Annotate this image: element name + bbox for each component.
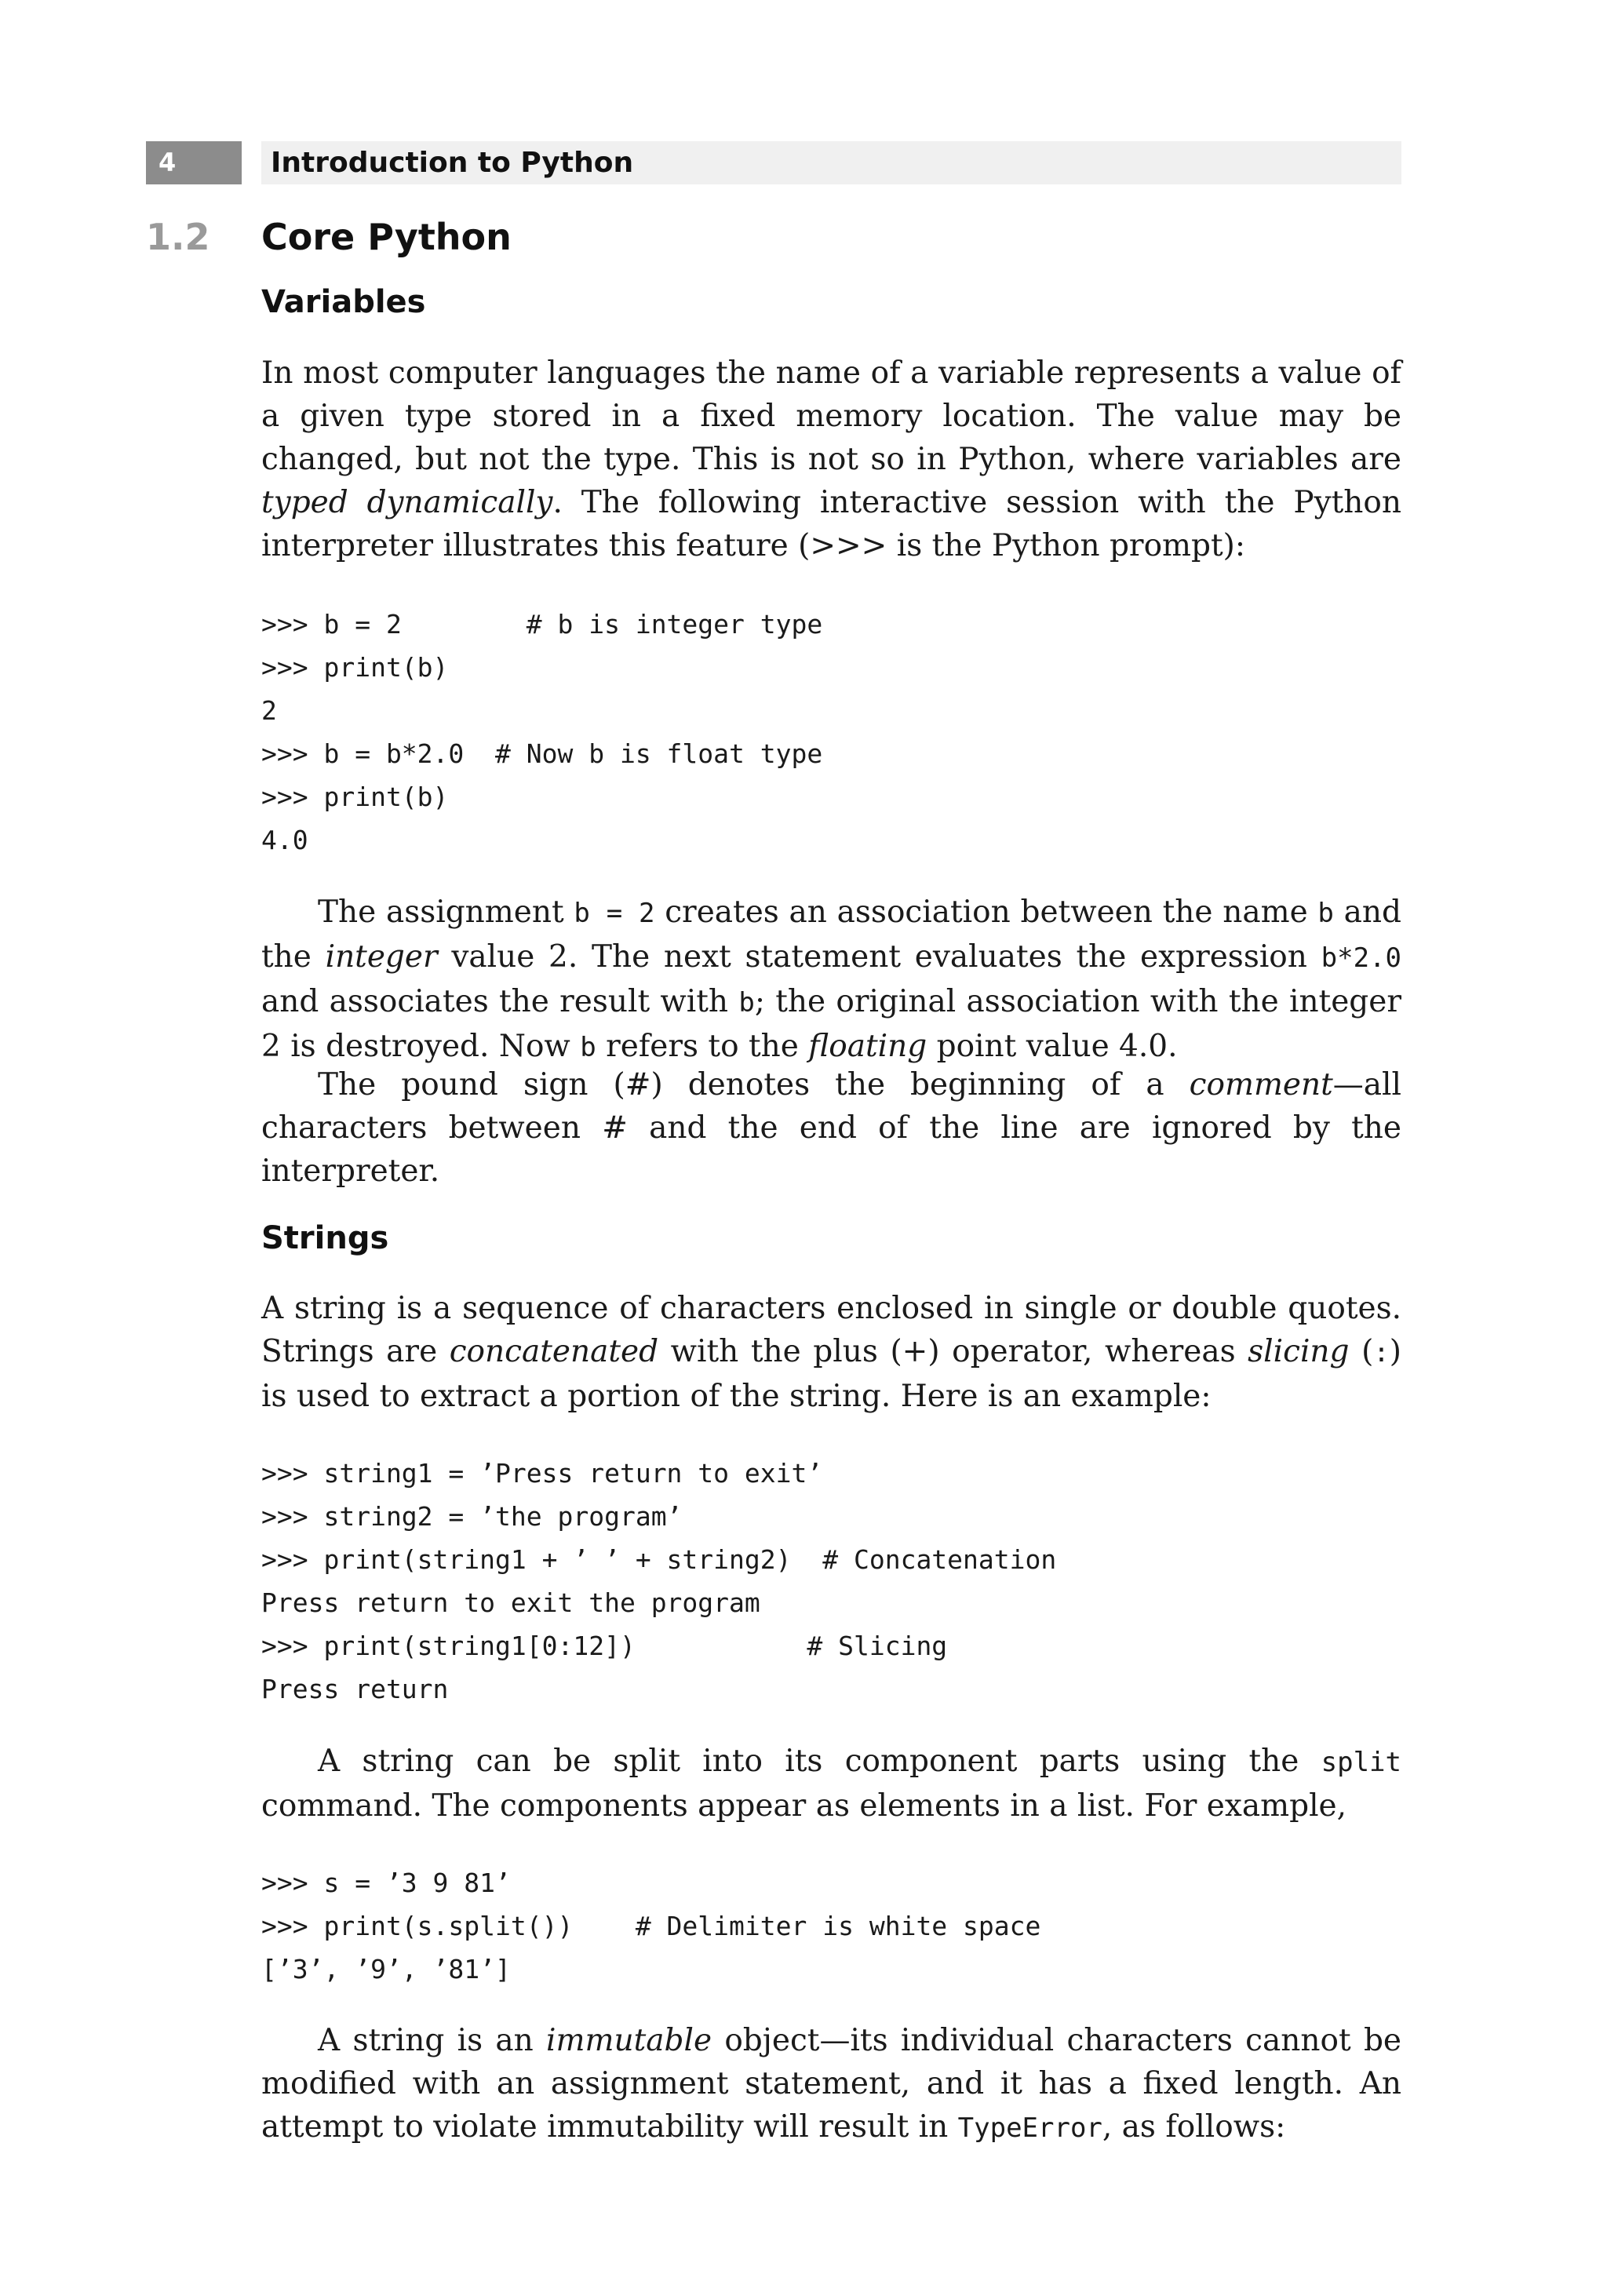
- strings-paragraph-1: A string is a sequence of characters enclosed in single or double quotes. Strings are concatenated with the plus (+) operator, whereas slicing (:) is used to extract a portion of the string. Here is an example:: [261, 1291, 1401, 1414]
- code-block-variables: >>> b = 2 # b is integer type >>> print(b) 2 >>> b = b*2.0 # Now b is float type >>> print(b) 4.0: [261, 609, 823, 855]
- subheading-strings: Strings: [261, 1220, 389, 1256]
- variables-paragraph-1: In most computer languages the name of a variable represents a value of a given type stored in a fixed memory location. The value may be changed, but not the type. This is not so in Python, where variables are typed dynamically. The following interactive session with the Python interpreter illustrates this feature (>>> is the Python prompt):: [261, 355, 1402, 563]
- strings-paragraph-3: A string is an immutable object—its individual characters cannot be modified with an assignment statement, and it has a fixed length. An attempt to violate immutability will result in TypeError, as follows:: [261, 2023, 1401, 2145]
- running-title: Introduction to Python: [261, 141, 1401, 184]
- strings-paragraph-2: A string can be split into its component parts using the split command. The components appear as elements in a list. For example,: [261, 1744, 1401, 1824]
- code-block-split: >>> s = ’3 9 81’ >>> print(s.split()) # Delimiter is white space [’3’, ’9’, ’81’]: [261, 1868, 1041, 1984]
- page-number: 4: [146, 141, 242, 184]
- section-title: Core Python: [261, 216, 512, 258]
- section-number: 1.2: [146, 216, 210, 258]
- subheading-variables: Variables: [261, 284, 426, 320]
- variables-paragraph-3: The pound sign (#) denotes the beginning of a comment—all characters between # and the end of the line are ignored by the interpreter.: [261, 1067, 1401, 1189]
- code-block-strings: >>> string1 = ’Press return to exit’ >>> string2 = ’the program’ >>> print(string1 + ’ ’ + string2) # Concatenation Press return to exit the program >>> print(string1[0:12]) # Slicing Press return: [261, 1458, 1057, 1704]
- variables-paragraph-2: The assignment b = 2 creates an association between the name b and the integer value 2. The next statement evaluates the expression b*2.0 and associates the result with b; the original association with the integer 2 is destroyed. Now b refers to the floating point value 4.0.: [261, 895, 1401, 1064]
